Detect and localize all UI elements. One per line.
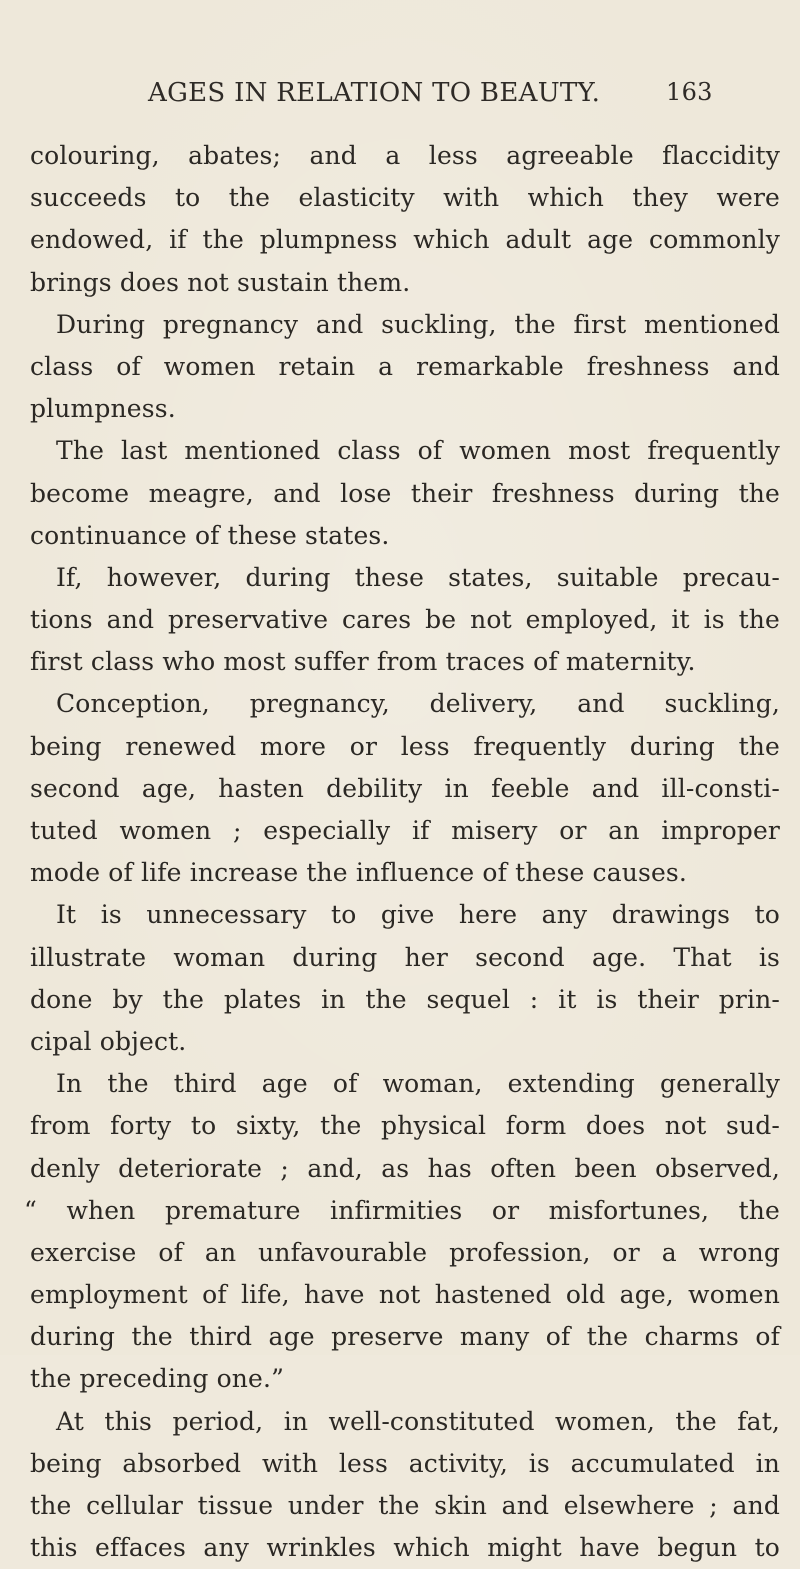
text-line: illustrate woman during her second age. That is	[30, 942, 780, 972]
running-head	[148, 78, 713, 108]
text-line: If, however, during these states, suitable precau-	[56, 562, 780, 592]
text-line: Conception, pregnancy, delivery, and suckling,	[56, 689, 780, 719]
text-line: during the third age preserve many of the charms of	[30, 1322, 780, 1352]
text-line: brings does not sustain them.	[30, 267, 411, 297]
text-line: first class who most suffer from traces of maternity.	[30, 647, 696, 677]
text-line: being renewed more or less frequently during the	[30, 731, 780, 761]
text-line: plumpness.	[30, 394, 176, 424]
text-line: mode of life increase the influence of these causes.	[30, 858, 688, 888]
text-line: tuted women ; especially if misery or an improper	[30, 816, 780, 845]
page-number: 163	[666, 78, 713, 106]
text-line: At this period, in well-constituted women, the fat,	[56, 1406, 780, 1436]
text-line: It is unnecessary to give here any drawings to	[56, 900, 780, 930]
text-line: being absorbed with less activity, is accumulated in	[30, 1448, 780, 1478]
text-line: become meagre, and lose their freshness during the	[30, 478, 780, 508]
text-line: the cellular tissue under the skin and elsewhere ; and	[30, 1491, 780, 1520]
text-line: the preceding one.”	[30, 1364, 285, 1394]
body-text	[24, 135, 780, 1569]
text-line: this effaces any wrinkles which might have begun to	[30, 1533, 780, 1563]
text-line: tions and preservative cares be not employed, it is the	[30, 605, 780, 635]
text-line: In the third age of woman, extending generally	[56, 1069, 780, 1099]
text-line: The last mentioned class of women most frequently	[56, 436, 780, 466]
text-line: employment of life, have not hastened old age, women	[30, 1280, 780, 1310]
text-line: colouring, abates; and a less agreeable flaccidity	[30, 141, 780, 170]
text-line: succeeds to the elasticity with which they were	[30, 183, 780, 213]
running-title: AGES IN RELATION TO BEAUTY.	[148, 78, 601, 108]
text-line: class of women retain a remarkable freshness and	[30, 351, 780, 381]
text-line: cipal object.	[30, 1026, 187, 1056]
text-line: During pregnancy and suckling, the first mentioned	[56, 309, 780, 339]
text-line: endowed, if the plumpness which adult age commonly	[30, 225, 780, 255]
text-line: continuance of these states.	[30, 520, 390, 550]
text-line: done by the plates in the sequel : it is their prin-	[30, 984, 780, 1014]
text-line: from forty to sixty, the physical form does not sud-	[30, 1111, 780, 1141]
text-line: second age, hasten debility in feeble and ill-consti-	[30, 773, 780, 803]
text-line: “ when premature infirmities or misfortunes, the	[24, 1195, 780, 1225]
text-line: denly deteriorate ; and, as has often been observed,	[30, 1153, 780, 1183]
text-line: exercise of an unfavourable profession, or a wrong	[30, 1237, 780, 1267]
